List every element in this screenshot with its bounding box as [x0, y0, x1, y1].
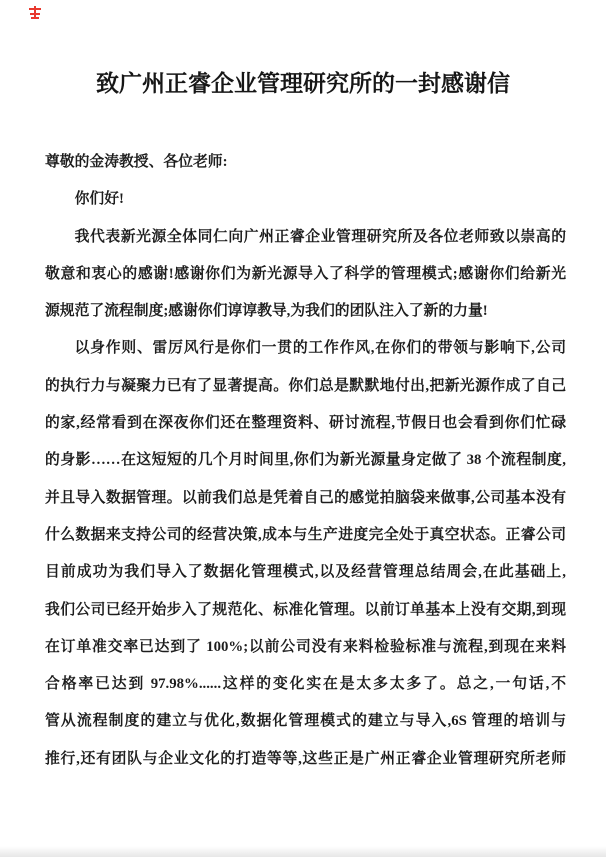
letter-line: 在订单准交率已达到了 100%;以前公司没有来料检验标准与流程,到现在来料	[45, 638, 566, 655]
letter-body	[45, 144, 566, 778]
red-stamp-icon	[27, 5, 43, 20]
letter-line: 以身作则、雷厉风行是你们一贯的工作作风,在你们的带领与影响下,公司	[74, 340, 566, 357]
letter-line: 我代表新光源全体同仁向广州正睿企业管理研究所及各位老师致以崇高的	[74, 228, 566, 245]
letter-line-salutation: 尊敬的金涛教授、各位老师:	[45, 154, 228, 170]
letter-line: 敬意和衷心的感谢!感谢你们为新光源导入了科学的管理模式;感谢你们给新光	[45, 265, 566, 282]
letter-line: 的身影……在这短短的几个月时间里,你们为新光源量身定做了 38 个流程制度,	[45, 452, 566, 469]
letter-line: 目前成功为我们导入了数据化管理模式,以及经营管理总结周会,在此基础上,	[45, 564, 566, 581]
letter-line: 什么数据来支持公司的经营决策,成本与生产进度完全处于真空状态。正睿公司	[45, 526, 566, 543]
letter-line: 推行,还有团队与企业文化的打造等等,这些正是广州正睿企业管理研究所老师	[45, 750, 566, 767]
letter-line: 并且导入数据管理。以前我们总是凭着自己的感觉拍脑袋来做事,公司基本没有	[45, 489, 566, 506]
letter-title: 致广州正睿企业管理研究所的一封感谢信	[96, 71, 510, 96]
letter-line: 源规范了流程制度;感谢你们谆谆教导,为我们的团队注入了新的力量!	[45, 303, 488, 320]
letter-line: 的执行力与凝聚力已有了显著提高。你们总是默默地付出,把新光源作成了自己	[45, 377, 566, 394]
letter-line: 管从流程制度的建立与优化,数据化管理模式的建立与导入,6S 管理的培训与	[45, 713, 566, 730]
letter-line: 的家,经常看到在深夜你们还在整理资料、研讨流程,节假日也会看到你们忙碌	[45, 415, 566, 432]
letter-line: 我们公司已经开始步入了规范化、标准化管理。以前订单基本上没有交期,到现	[45, 601, 566, 618]
letter-line: 合格率已达到 97.98%......这样的变化实在是太多太多了。总之,一句话,不	[45, 676, 566, 693]
scan-edge-shadow	[0, 846, 606, 857]
letter-line-greeting: 你们好!	[74, 191, 124, 208]
